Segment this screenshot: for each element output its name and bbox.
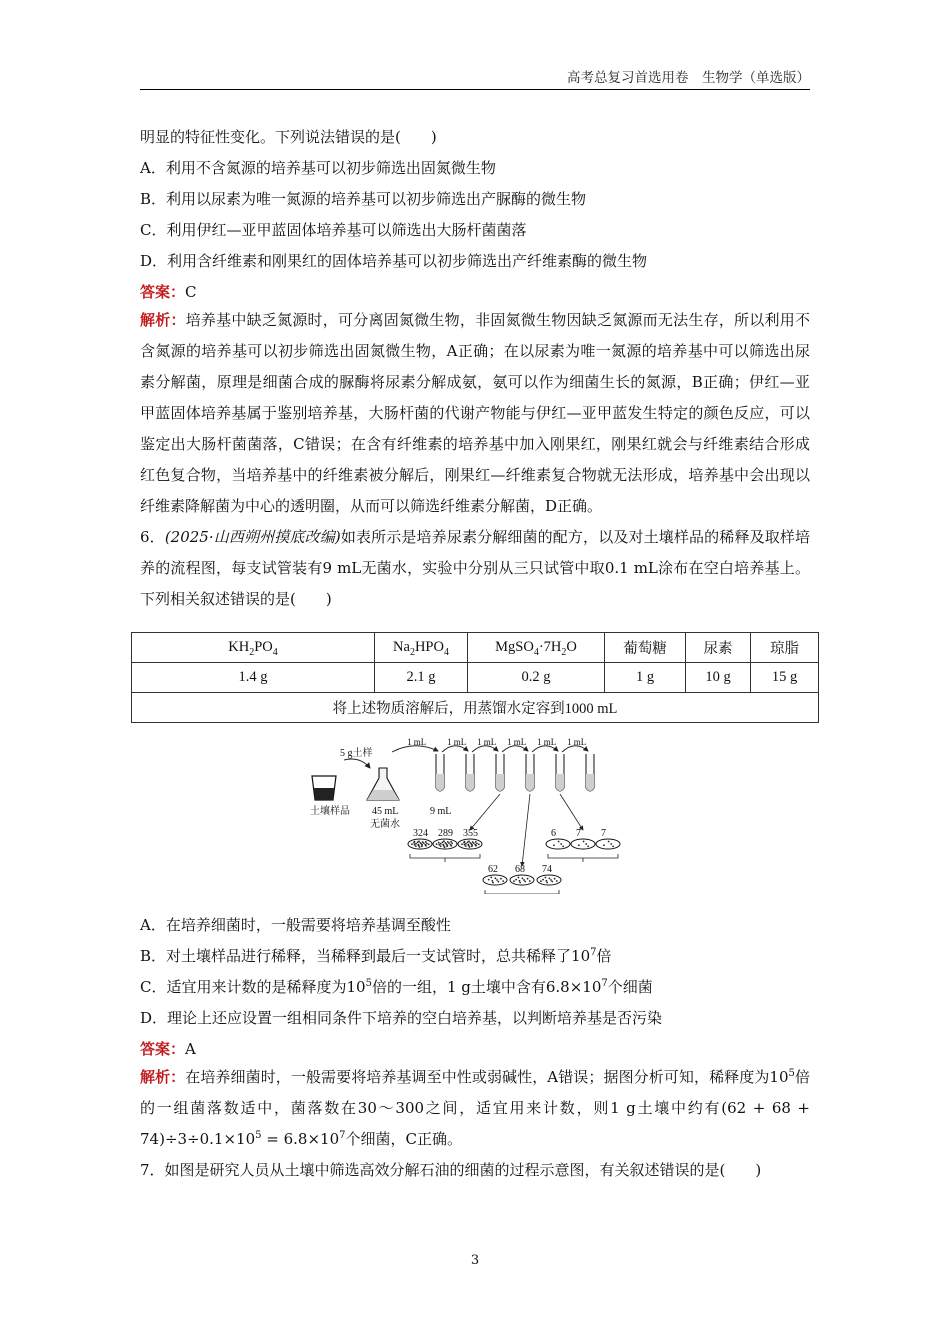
colony-dot [472,841,474,843]
answer-value: A [185,1040,196,1058]
analysis-text-4: 个细菌，C正确。 [345,1130,462,1148]
plating-arrow [522,794,530,866]
q6-option-c-mid: 倍的一组，1 g土壤中含有6.8×10 [371,978,602,996]
analysis-exp-2: 5 [255,1130,262,1141]
colony-dot [491,880,493,882]
plate-a-2 [433,828,457,849]
bracket-a [410,854,480,862]
q6-number: 6． [140,528,165,546]
q6-option-b-exp: 7 [590,947,597,958]
colony-dot [418,840,420,842]
q5-option-a: A．利用不含氮源的培养基可以初步筛选出固氮微生物 [140,159,496,177]
value-mgso4: 0.2 g [468,663,605,693]
plate-count-label: 74 [542,864,552,875]
colony-dot [421,845,423,847]
colony-dot [440,845,442,847]
value-na2hpo4: 2.1 g [375,663,468,693]
tube-liquid [466,774,474,791]
colony-dot [518,877,520,879]
transfer-label: 1 mL [537,737,557,747]
colony-dot [612,846,614,848]
analysis-text: 培养基中缺乏氮源时，可分离固氮微生物，非固氮微生物因缺乏氮源而无法生存，所以利用不含氮源的培养基可以初步筛选出固氮微生物，A正确；在以尿素为唯一氮源的培养基中可以筛选出尿素分解菌，原理是细菌合成的脲酶将尿素分解成氨，氨可以作为细菌生长的氮源，B正确；伊红—亚甲蓝固体培养基属于鉴别培养基，大肠杆菌的代谢产物能与伊红—亚甲蓝发生特定的颜色反应，可以鉴定出大肠杆菌菌落，C错误；在含有纤维素的培养基中加入刚果红，刚果红就会与纤维素结合形成红色复合物，当培养基中的纤维素被分解后，刚果红—纤维素复合物就无法形成，培养基中会出现以纤维素降解菌为中心的透明圈，从而可以筛选纤维素分解菌，D正确。 [140,311,810,515]
test-tube-2 [466,754,474,791]
soil-beaker-icon [312,776,336,800]
colony-dot [450,841,452,843]
plate-count-label: 324 [413,828,428,839]
page-header: 高考总复习首选用卷 生物学（单选版） [140,66,810,90]
transfer-label: 1 mL [477,737,497,747]
colony-dot [440,843,442,845]
colony-dot [496,879,498,881]
colony-dot [495,877,497,879]
colony-dot [475,845,477,847]
colony-dot [554,878,556,880]
transfer-labels [392,737,588,752]
colony-dot [524,881,526,883]
colony-dot [447,841,449,843]
test-tube-3 [496,754,504,791]
colony-dot [560,843,562,845]
colony-dot [546,880,548,882]
q5-option-d: D．利用含纤维素和刚果红的固体培养基可以初步筛选出产纤维素酶的微生物 [140,252,648,270]
table-note-row [132,693,819,723]
colony-dot [587,846,589,848]
colony-dot [419,842,421,844]
colony-dot [558,841,560,843]
table-note: 将上述物质溶解后，用蒸馏水定容到1000 mL [132,693,819,723]
colony-dot [425,845,427,847]
colony-dot [583,841,585,843]
plate-a-1 [408,828,432,849]
test-tube-6 [586,754,594,791]
table-header-row [132,633,819,663]
q6-option-c [140,976,810,998]
colony-dot [522,878,524,880]
q6-option-b [140,945,810,967]
flask-water-label: 无菌水 [370,819,400,830]
colony-dot [562,846,564,848]
colony-dot [556,880,558,882]
plate-dish [571,839,595,849]
colony-dot [464,841,466,843]
colony-dot [469,842,471,844]
analysis-label: 解析： [140,1068,186,1086]
colony-dot [446,845,448,847]
plate-b-1 [483,864,507,885]
plate-dish [537,875,561,885]
colony-dot [519,880,521,882]
colony-dot [478,844,480,846]
flask-volume-label: 45 mL [372,806,399,817]
plate-dish [483,875,507,885]
header-urea: 尿素 [686,633,751,663]
plate-b-3 [537,864,561,885]
value-kh2po4: 1.4 g [132,663,375,693]
bracket-b [485,890,559,894]
analysis-exp-1: 5 [788,1068,795,1079]
colony-dot [502,880,504,882]
soil-sample-label: 5 g土样 [340,748,373,759]
beaker-label: 土壤样品 [310,806,350,817]
colony-dot [608,841,610,843]
tube-liquid [526,774,534,791]
colony-dot [523,879,525,881]
colony-dot [492,882,494,884]
colony-dot [545,877,547,879]
q5-option-b: B．利用以尿素为唯一氮源的培养基可以初步筛选出产脲酶的微生物 [140,190,587,208]
q5-stem-end: 明显的特征性变化。下列说法错误的是( ) [140,128,437,146]
answer-label: 答案： [140,283,186,301]
plate-dish [510,875,534,885]
header-agar: 琼脂 [751,633,819,663]
plate-count-label: 6 [551,828,556,839]
transfer-label: 1 mL [567,737,587,747]
header-mgso4: $MgSO_4\cdot 7H_2O$ [468,633,605,663]
colony-dot [476,843,478,845]
plate-c-2 [571,828,595,849]
analysis-text-3: = 6.8×10 [261,1130,340,1148]
colony-dot [414,841,416,843]
page-number: 3 [470,1253,480,1268]
colony-dot [549,878,551,880]
colony-dot [519,882,521,884]
colony-dot [411,843,413,845]
colony-dot [515,879,517,881]
q5-analysis [140,305,810,522]
header-kh2po4: $KH_2PO_4$ [132,633,375,663]
colony-dot [465,845,467,847]
transfer-label: 1 mL [407,737,427,747]
colony-dot [513,880,515,882]
colony-dot [488,879,490,881]
colony-dot [414,844,416,846]
q6-option-c-exp1: 5 [365,978,372,989]
colony-dot [500,878,502,880]
colony-dot [438,842,440,844]
analysis-label: 解析： [140,311,186,329]
colony-dot [475,841,477,843]
bracket-c [548,854,618,862]
tube-volume-label: 9 mL [430,806,452,817]
plate-count-label: 62 [488,864,498,875]
medium-formula-table [131,632,819,723]
colony-dot [465,843,467,845]
value-agar: 15 g [751,663,819,693]
plate-count-label: 68 [515,864,525,875]
plating-arrow [560,794,583,830]
q5-answer [140,281,810,303]
header-na2hpo4: $Na_2HPO_4$ [375,633,468,663]
transfer-label: 1 mL [447,737,467,747]
colony-dot [578,844,580,846]
colony-dot [422,841,424,843]
test-tube-5 [556,754,564,791]
analysis-text-2: 倍的一组菌落数适中，菌落数在30～300之间，适宜用来计数，则1 g土壤中约有(62 + 68 + 74)÷3÷0.1×10 [140,1068,810,1148]
plate-count-label: 355 [463,828,478,839]
plate-dish [596,839,620,849]
q6-option-d: D．理论上还应设置一组相同条件下培养的空白培养基，以判断培养基是否污染 [140,1009,663,1027]
analysis-exp-3: 7 [339,1130,346,1141]
q7-stem: 7．如图是研究人员从土壤中筛选高效分解石油的细菌的过程示意图，有关叙述错误的是( ) [140,1161,762,1179]
colony-dot [527,878,529,880]
colony-dot [443,840,445,842]
colony-dot [610,843,612,845]
soil-arrow [344,759,370,768]
colony-dot [425,841,427,843]
transfer-label: 1 mL [507,737,527,747]
colony-dot [550,879,552,881]
q6-option-c-tail: 个细菌 [607,978,653,996]
colony-dot [444,846,446,848]
colony-dot [490,877,492,879]
colony-dot [542,879,544,881]
colony-dot [546,882,548,884]
q6-answer [140,1038,810,1060]
colony-dot [415,843,417,845]
q6-source: (2025·山西朔州摸底改编) [164,528,341,546]
plate-c-1 [546,828,570,849]
colony-dot [603,844,605,846]
test-tubes [436,754,594,791]
header-glucose: 葡萄糖 [605,633,686,663]
analysis-text-1: 在培养细菌时，一般需要将培养基调至中性或弱碱性，A错误；据图分析可知，稀释度为10 [185,1068,789,1086]
plate-count-label: 7 [601,828,606,839]
colony-dot [540,880,542,882]
answer-value: C [185,283,197,301]
colony-dot [436,843,438,845]
tube-liquid [436,774,444,791]
colony-dot [498,881,500,883]
q6-option-c-exp2: 7 [601,978,608,989]
test-tube-4 [526,754,534,791]
colony-dot [551,881,553,883]
colony-dot [471,845,473,847]
colony-dot [444,842,446,844]
value-glucose: 1 g [605,663,686,693]
q6-option-b-text: B．对土壤样品进行稀释，当稀释到最后一支试管时，总共稀释了10 [140,947,591,965]
colony-dot [585,843,587,845]
plate-b-2 [510,864,534,885]
q6-option-a: A．在培养细菌时，一般需要将培养基调至酸性 [140,916,451,934]
colony-dot [468,840,470,842]
question-6-options [140,914,810,1186]
plate-c-3 [596,828,620,849]
q6-analysis [140,1062,810,1155]
plate-dish [546,839,570,849]
dilution-flow-diagram [300,734,650,894]
answer-label: 答案： [140,1040,186,1058]
colony-dot [438,844,440,846]
value-urea: 10 g [686,663,751,693]
question-5-block [140,126,810,615]
q6-option-b-tail: 倍 [596,947,612,965]
colony-dot [415,845,417,847]
plate-a-3 [458,828,482,849]
plate-count-label: 7 [576,828,581,839]
colony-dot [451,843,453,845]
q6-option-c-text: C．适宜用来计数的是稀释度为10 [140,978,366,996]
colony-dot [529,880,531,882]
tube-liquid [586,774,594,791]
colony-dot [419,846,421,848]
flask-icon [367,768,399,800]
colony-dot [428,844,430,846]
q6-stem-text: 如表所示是培养尿素分解细菌的配方，以及对土壤样品的稀释及取样培养的流程图，每支试管装有9 mL无菌水，实验中分别从三只试管中取0.1 mL涂布在空白培养基上。下列相关叙述错误的是( ) [140,528,810,608]
plating-arrow [470,794,500,830]
colony-dot [464,844,466,846]
tube-liquid [496,774,504,791]
test-tube-1 [436,754,444,791]
q5-option-c: C．利用伊红—亚甲蓝固体培养基可以筛选出大肠杆菌菌落 [140,221,527,239]
tube-liquid [556,774,564,791]
colony-dot [553,844,555,846]
table-value-row [132,663,819,693]
colony-dot [469,846,471,848]
colony-dot [461,843,463,845]
colony-dot [426,843,428,845]
colony-dot [450,845,452,847]
colony-dot [442,841,444,843]
plate-count-label: 289 [438,828,453,839]
q6-stem [140,522,810,615]
